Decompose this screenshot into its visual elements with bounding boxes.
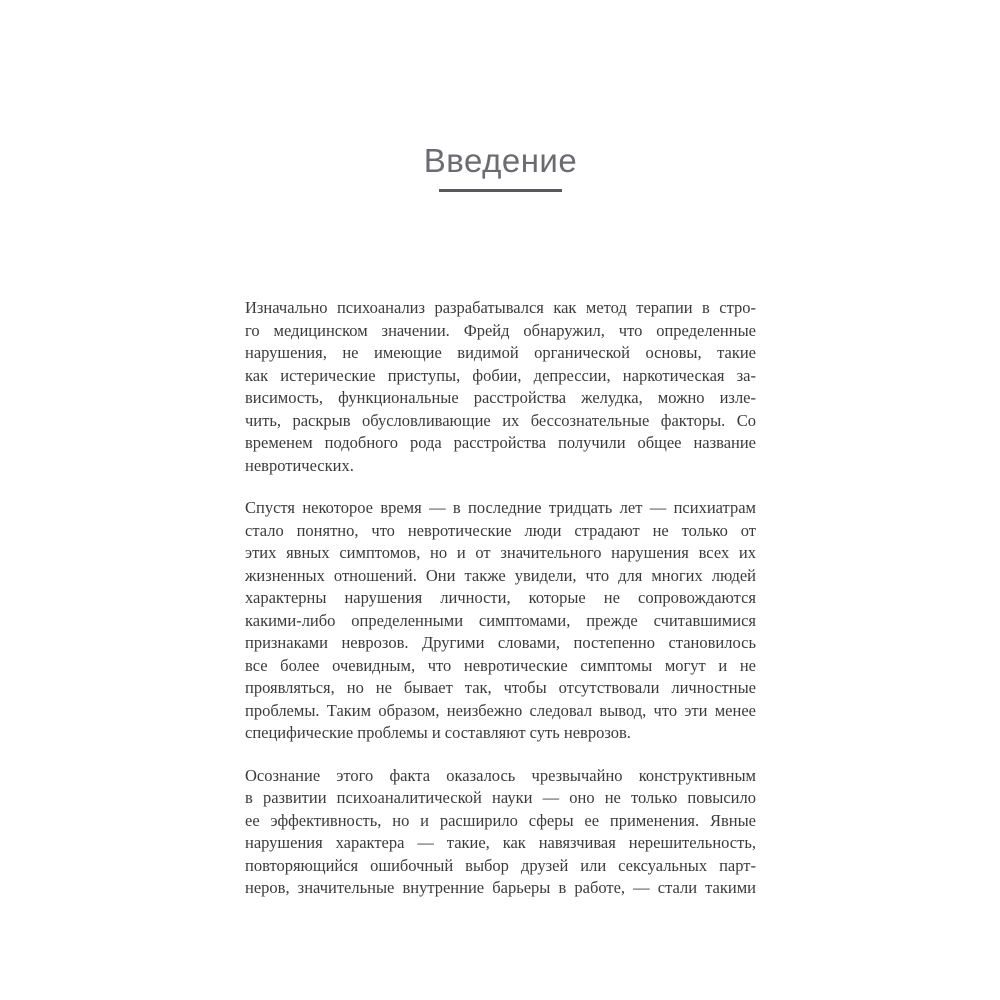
title-divider-rule [439,189,562,192]
text-line: признаками неврозов. Другими словами, постепенно становилось [245,633,756,652]
text-line: все более очевидным, что невротические симптомы могут и не [245,655,756,675]
text-line: специфические проблемы и составляют суть неврозов. [245,723,631,742]
chapter-title: Введение [423,142,578,179]
text-line: ее эффективность, но и расширило сферы ее применения. Явные [245,810,756,830]
text-line: этих явных симптомов, но и от значительного нарушения всех их [245,543,756,562]
text-line: жизненных отношений. Они также увидели, что для многих людей [245,565,756,585]
text-line: как истерические приступы, фобии, депрессии, наркотическая за- [245,365,756,385]
text-line: нарушения, не имеющие видимой органической основы, такие [245,343,756,362]
paragraph [245,765,756,900]
text-line: Осознание этого факта оказалось чрезвычайно конструктивным [245,765,756,785]
text-line: временем подобного рода расстройства получили общее название [245,433,756,452]
text-line: невротических. [245,455,354,475]
text-line: повторяющийся ошибочный выбор друзей или сексуальных парт- [245,855,756,875]
text-line: Спустя некоторое время — в последние тридцать лет — психиатрам [245,498,756,517]
text-line: проявляться, но не бывает так, чтобы отсутствовали личностные [245,678,756,697]
text-line: чить, раскрыв обусловливающие их бессознательные факторы. Со [245,410,756,430]
text-line: висимость, функциональные расстройства желудка, можно изле- [245,388,756,407]
text-line: нарушения характера — такие, как навязчивая нерешительность, [245,833,756,852]
paragraph [245,497,756,745]
text-line: го медицинском значении. Фрейд обнаружил, что определенные [245,320,756,340]
paragraph [245,297,756,477]
text-line: в развитии психоаналитической науки — оно не только повысило [245,788,756,807]
text-line: какими-либо определенными симптомами, прежде считавшимися [245,610,756,630]
chapter-header [245,142,756,192]
text-line: характерны нарушения личности, которые не сопровождаются [245,588,756,607]
text-line: стало понятно, что невротические люди страдают не только от [245,520,756,540]
body-text [245,297,756,920]
text-line: неров, значительные внутренние барьеры в работе, — стали такими [245,878,756,897]
text-line: проблемы. Таким образом, неизбежно следовал вывод, что эти менее [245,700,756,720]
text-line: Изначально психоанализ разрабатывался как метод терапии в стро- [245,298,756,317]
